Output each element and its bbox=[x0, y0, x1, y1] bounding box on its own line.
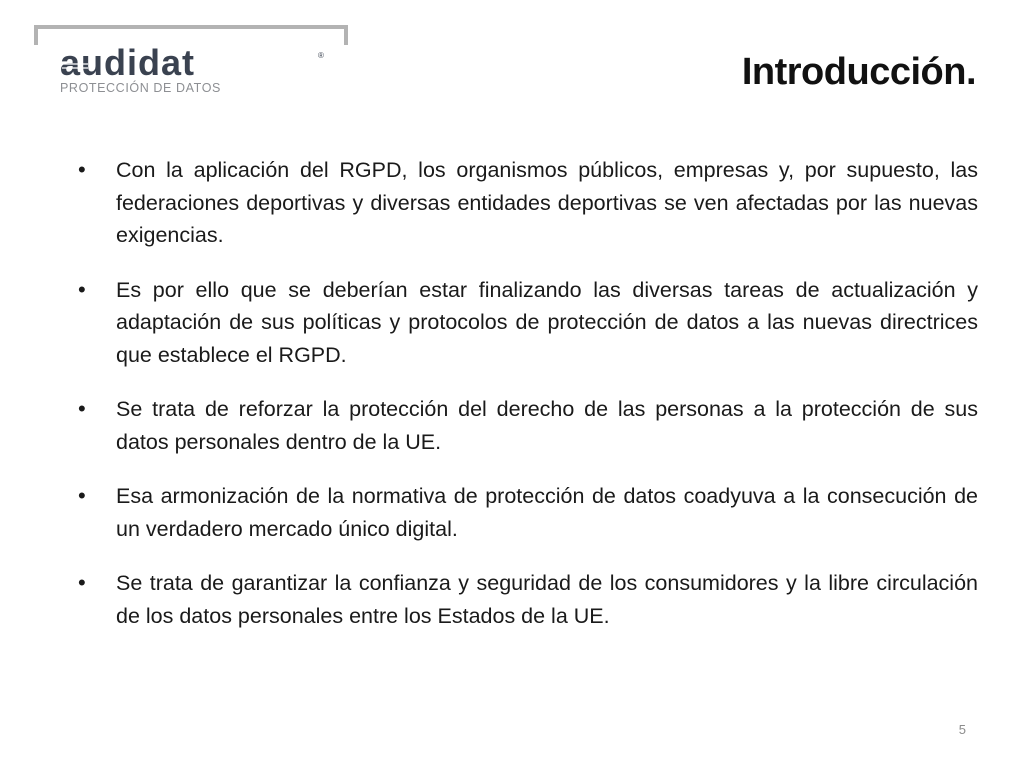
slide-title: Introducción. bbox=[741, 51, 976, 93]
bullet-dot-icon: • bbox=[78, 157, 86, 182]
bullet-item bbox=[78, 274, 978, 372]
bullet-dot-icon: • bbox=[78, 570, 86, 595]
bullet-text: Se trata de garantizar la confianza y seguridad de los consumidores y la libre circulación de los datos personales entre los Estados de la UE. bbox=[116, 571, 978, 628]
page-number: 5 bbox=[958, 722, 966, 737]
bullet-item bbox=[78, 154, 978, 252]
bullet-dot-icon: • bbox=[78, 483, 86, 508]
bullet-text: Esa armonización de la normativa de protección de datos coadyuva a la consecución de un verdadero mercado único digital. bbox=[116, 484, 978, 541]
bullet-text: Se trata de reforzar la protección del derecho de las personas a la protección de sus datos personales dentro de la UE. bbox=[116, 397, 978, 454]
svg-text:audidat: audidat bbox=[60, 44, 196, 83]
svg-text:®: ® bbox=[318, 51, 324, 60]
bullet-dot-icon: • bbox=[78, 396, 86, 421]
bullet-text: Con la aplicación del RGPD, los organismos públicos, empresas y, por supuesto, las federaciones deportivas y diversas entidades deportivas se ven afectadas por las nuevas exigencias. bbox=[116, 158, 978, 247]
bullet-text: Es por ello que se deberían estar finalizando las diversas tareas de actualización y adaptación de sus políticas y protocolos de protección de datos a las nuevas directrices que establece el RGPD. bbox=[116, 277, 978, 367]
audidat-logo bbox=[58, 44, 328, 96]
bullet-list bbox=[78, 154, 978, 654]
bullet-item bbox=[78, 480, 978, 545]
bullet-item bbox=[78, 393, 978, 458]
bullet-item bbox=[78, 567, 978, 632]
svg-text:PROTECCIÓN DE DATOS: PROTECCIÓN DE DATOS bbox=[60, 81, 221, 95]
bullet-dot-icon: • bbox=[78, 276, 86, 302]
logo-frame-decoration bbox=[34, 25, 348, 45]
